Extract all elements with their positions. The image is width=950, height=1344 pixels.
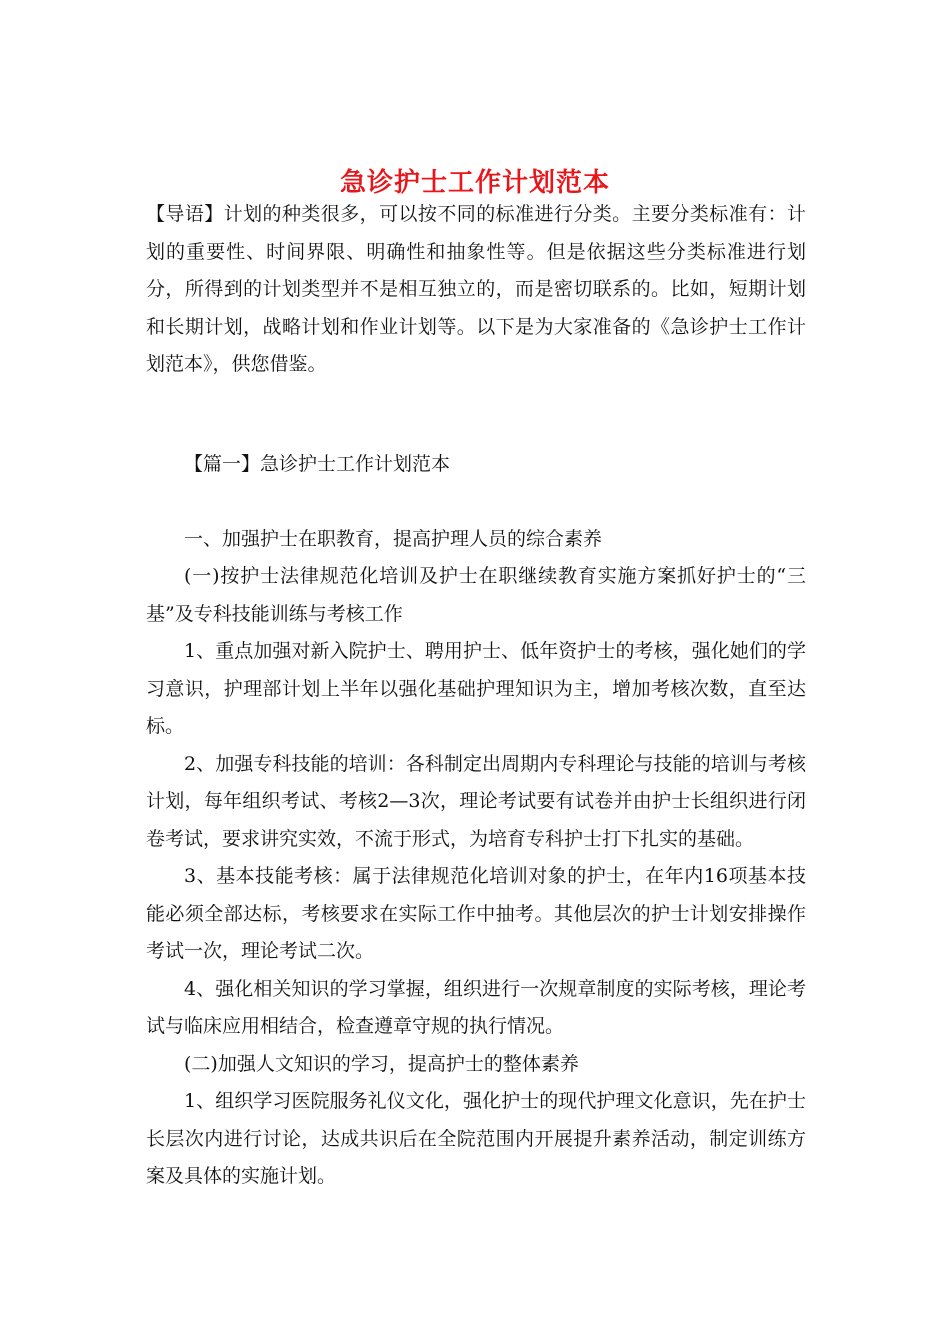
paragraph-point-one: 一、加强护士在职教育，提高护理人员的综合素养 <box>184 527 603 550</box>
paragraph-item-5: 1、组织学习医院服务礼仪文化，强化护士的现代护理文化意识，先在护士长层次内进行讨论，达成共识后在全院范围内开展提升素养活动，制定训练方案及具体的实施计划。 <box>146 1090 806 1187</box>
paragraph-item-2: 2、加强专科技能的培训：各科制定出周期内专科理论与技能的培训与考核计划，每年组织考试、考核2—3次，理论考试要有试卷并由护士长组织进行闭卷考试，要求讲究实效，不流于形式，为培育专科护士打下扎实的基础。 <box>146 752 806 850</box>
paragraph-item-3: 3、基本技能考核：属于法律规范化培训对象的护士，在年内16项基本技能必须全部达标，考核要求在实际工作中抽考。其他层次的护士计划安排操作考试一次，理论考试二次。 <box>146 865 806 962</box>
paragraph-item-1: 1、重点加强对新入院护士、聘用护士、低年资护士的考核，强化她们的学习意识，护理部计划上半年以强化基础护理知识为主，增加考核次数，直至达标。 <box>146 640 806 737</box>
intro-paragraph: 【导语】计划的种类很多，可以按不同的标准进行分类。主要分类标准有：计划的重要性、时间界限、明确性和抽象性等。但是依据这些分类标准进行划分，所得到的计划类型并不是相互独立的，而是密切联系的。比如，短期计划和长期计划，战略计划和作业计划等。以下是为大家准备的《急诊护士工作计划范本》，供您借鉴。 <box>146 203 806 375</box>
intro-block <box>146 196 806 384</box>
paragraph-subpoint-one: (一)按护士法律规范化培训及护士在职继续教育实施方案抓好护士的“三基”及专科技能训练与考核工作 <box>146 565 806 625</box>
document-title: 急诊护士工作计划范本 <box>339 168 610 199</box>
paragraph-subpoint-two: (二)加强人文知识的学习，提高护士的整体素养 <box>184 1052 579 1075</box>
section-one <box>146 446 806 1196</box>
paragraph-item-4: 4、强化相关知识的学习掌握，组织进行一次规章制度的实际考核，理论考试与临床应用相结合，检查遵章守规的执行情况。 <box>146 977 806 1037</box>
section-heading: 【篇一】急诊护士工作计划范本 <box>184 453 451 475</box>
